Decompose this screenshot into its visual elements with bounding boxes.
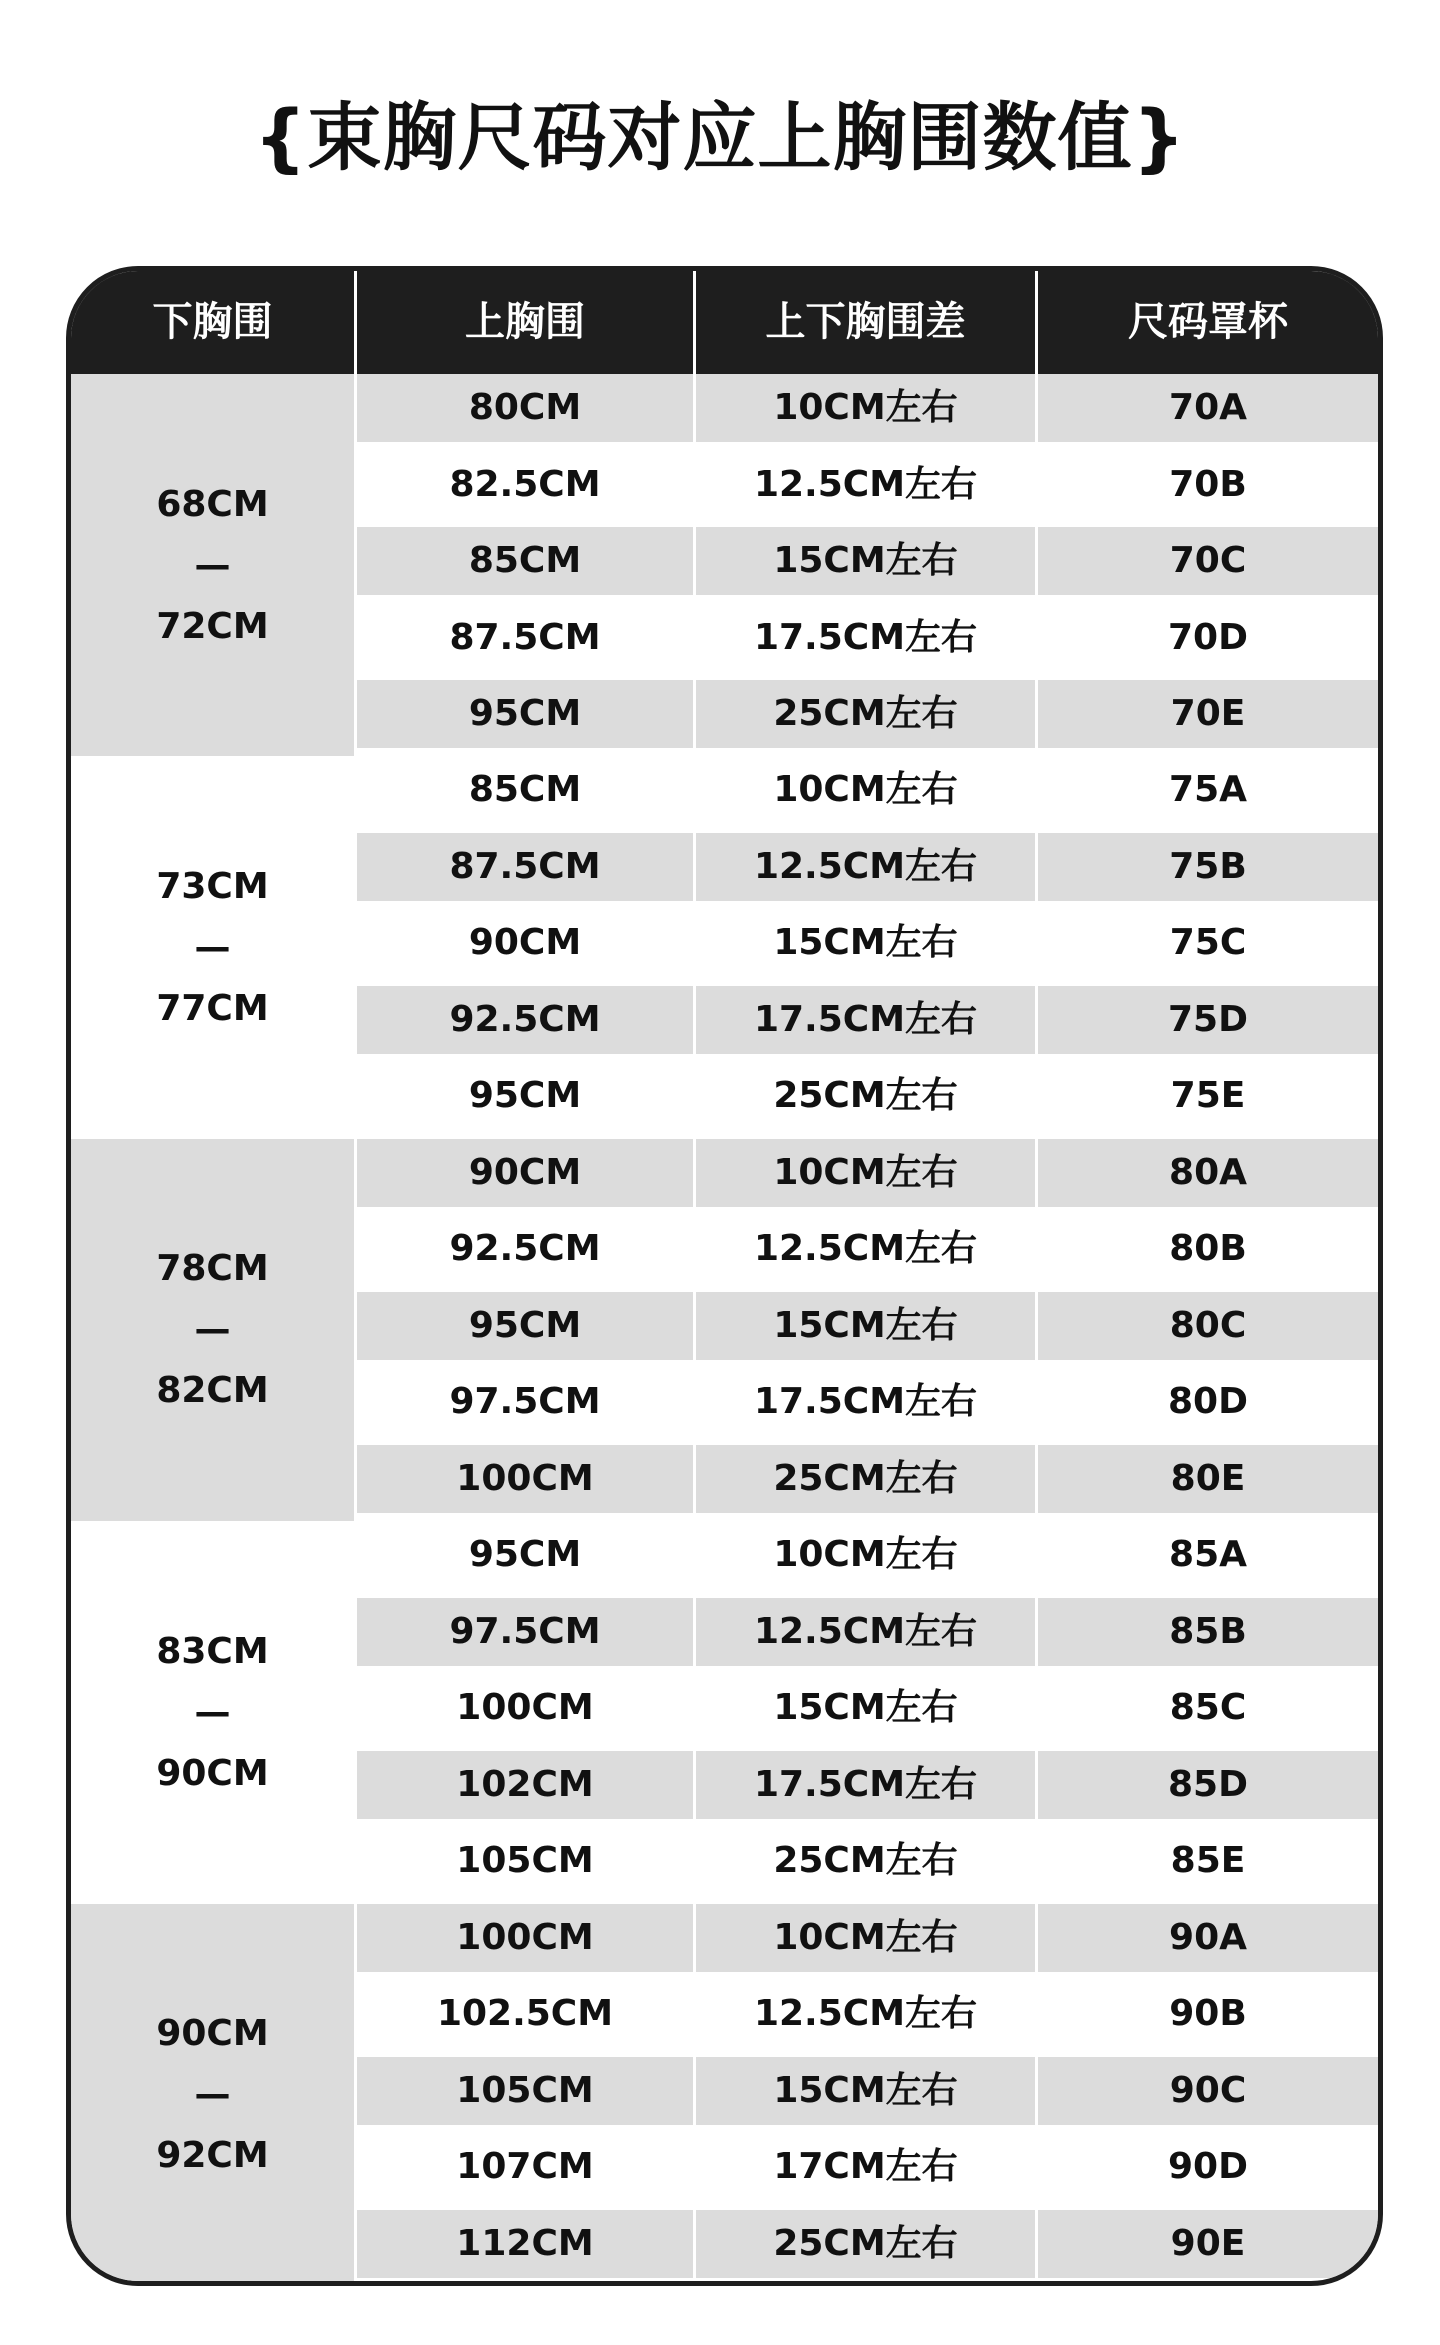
table-row bbox=[71, 756, 1378, 832]
size-group bbox=[71, 1521, 1378, 1903]
range-to: 82CM bbox=[156, 1370, 269, 1412]
difference-cell: 25CM左右 bbox=[696, 2210, 1035, 2278]
size-table bbox=[66, 266, 1383, 2286]
cup-size-cell: 90D bbox=[1168, 2146, 1248, 2188]
cup-size-cell: 70D bbox=[1168, 616, 1248, 658]
cup-size-cell: 70C bbox=[1038, 527, 1378, 595]
range-to: 77CM bbox=[156, 988, 269, 1030]
table-row bbox=[71, 1827, 1378, 1903]
cup-size-cell: 80D bbox=[1168, 1381, 1248, 1423]
difference-cell: 17CM左右 bbox=[773, 2146, 958, 2188]
table-row bbox=[71, 2133, 1378, 2209]
range-to: 72CM bbox=[156, 605, 269, 647]
cup-size-cell: 90A bbox=[1038, 1904, 1378, 1972]
table-row bbox=[71, 909, 1378, 985]
difference-cell: 15CM左右 bbox=[696, 527, 1035, 595]
cup-size-cell: 70B bbox=[1169, 463, 1247, 505]
upper-bust-cell: 100CM bbox=[357, 1904, 693, 1972]
difference-cell: 10CM左右 bbox=[696, 1904, 1035, 1972]
table-row bbox=[71, 374, 1378, 450]
table-row bbox=[71, 1598, 1378, 1674]
upper-bust-cell: 87.5CM bbox=[449, 616, 601, 658]
range-to: 92CM bbox=[156, 2135, 269, 2177]
table-header bbox=[71, 271, 1378, 374]
upper-bust-cell: 97.5CM bbox=[357, 1598, 693, 1666]
upper-bust-cell: 105CM bbox=[456, 1840, 594, 1882]
table-row bbox=[71, 1521, 1378, 1597]
upper-bust-cell: 90CM bbox=[468, 922, 582, 964]
difference-cell: 17.5CM左右 bbox=[753, 616, 978, 658]
table-row bbox=[71, 527, 1378, 603]
table-row bbox=[71, 2057, 1378, 2133]
table-row bbox=[71, 1674, 1378, 1750]
cup-size-cell: 70E bbox=[1038, 680, 1378, 748]
table-row bbox=[71, 680, 1378, 756]
range-dash: — bbox=[194, 1691, 231, 1733]
cup-size-cell: 80C bbox=[1038, 1292, 1378, 1360]
size-group bbox=[71, 756, 1378, 1138]
cup-size-cell: 75E bbox=[1170, 1075, 1246, 1117]
difference-cell: 10CM左右 bbox=[773, 1534, 958, 1576]
cup-size-cell: 80E bbox=[1038, 1445, 1378, 1513]
upper-bust-cell: 85CM bbox=[357, 527, 693, 595]
page-title: {束胸尺码对应上胸围数值} bbox=[253, 95, 1187, 181]
cup-size-cell: 85B bbox=[1038, 1598, 1378, 1666]
cup-size-cell: 75B bbox=[1038, 833, 1378, 901]
cup-size-cell: 85A bbox=[1169, 1534, 1247, 1576]
range-from: 73CM bbox=[156, 866, 269, 908]
difference-cell: 15CM左右 bbox=[696, 1292, 1035, 1360]
upper-bust-cell: 97.5CM bbox=[449, 1381, 601, 1423]
table-row bbox=[71, 1368, 1378, 1444]
upper-bust-cell: 87.5CM bbox=[357, 833, 693, 901]
upper-bust-cell: 100CM bbox=[456, 1687, 594, 1729]
cup-size-cell: 90B bbox=[1169, 1993, 1247, 2035]
upper-bust-cell: 95CM bbox=[357, 680, 693, 748]
table-body bbox=[71, 374, 1378, 2286]
upper-bust-cell: 102.5CM bbox=[436, 1993, 614, 2035]
table-row bbox=[71, 1445, 1378, 1521]
cup-size-cell: 85C bbox=[1169, 1687, 1247, 1729]
table-row bbox=[71, 2210, 1378, 2286]
header-underbust: 下胸围 bbox=[152, 299, 273, 345]
cup-size-cell: 80A bbox=[1038, 1139, 1378, 1207]
cup-size-cell: 85D bbox=[1038, 1751, 1378, 1819]
cup-size-cell: 75D bbox=[1038, 986, 1378, 1054]
header-cup-size: 尺码罩杯 bbox=[1128, 299, 1288, 345]
difference-cell: 17.5CM左右 bbox=[696, 986, 1035, 1054]
table-row bbox=[71, 451, 1378, 527]
table-row bbox=[71, 1904, 1378, 1980]
header-upper-bust: 上胸围 bbox=[465, 299, 585, 345]
difference-cell: 15CM左右 bbox=[773, 922, 958, 964]
table-row bbox=[71, 1751, 1378, 1827]
cup-size-cell: 90E bbox=[1038, 2210, 1378, 2278]
upper-bust-cell: 112CM bbox=[357, 2210, 693, 2278]
upper-bust-cell: 90CM bbox=[357, 1139, 693, 1207]
table-row bbox=[71, 1139, 1378, 1215]
cup-size-cell: 80B bbox=[1169, 1228, 1247, 1270]
difference-cell: 15CM左右 bbox=[773, 1687, 958, 1729]
upper-bust-cell: 105CM bbox=[357, 2057, 693, 2125]
difference-cell: 12.5CM左右 bbox=[753, 1228, 978, 1270]
difference-cell: 25CM左右 bbox=[773, 1075, 958, 1117]
upper-bust-cell: 82.5CM bbox=[449, 463, 601, 505]
difference-cell: 15CM左右 bbox=[696, 2057, 1035, 2125]
range-to: 90CM bbox=[156, 1752, 269, 1794]
upper-bust-cell: 100CM bbox=[357, 1445, 693, 1513]
difference-cell: 10CM左右 bbox=[773, 769, 958, 811]
difference-cell: 17.5CM左右 bbox=[753, 1381, 978, 1423]
size-group bbox=[71, 1139, 1378, 1521]
difference-cell: 10CM左右 bbox=[696, 1139, 1035, 1207]
cup-size-cell: 75A bbox=[1169, 769, 1247, 811]
upper-bust-cell: 95CM bbox=[468, 1534, 582, 1576]
cup-size-cell: 70A bbox=[1038, 374, 1378, 442]
table-row bbox=[71, 1980, 1378, 2056]
upper-bust-cell: 95CM bbox=[357, 1292, 693, 1360]
cup-size-cell: 85E bbox=[1170, 1840, 1246, 1882]
table-row bbox=[71, 1062, 1378, 1138]
difference-cell: 17.5CM左右 bbox=[696, 1751, 1035, 1819]
difference-cell: 12.5CM左右 bbox=[753, 463, 978, 505]
range-from: 90CM bbox=[156, 2013, 269, 2055]
cup-size-cell: 90C bbox=[1038, 2057, 1378, 2125]
difference-cell: 12.5CM左右 bbox=[696, 833, 1035, 901]
upper-bust-cell: 85CM bbox=[468, 769, 582, 811]
difference-cell: 12.5CM左右 bbox=[753, 1993, 978, 2035]
difference-cell: 25CM左右 bbox=[696, 1445, 1035, 1513]
cup-size-cell: 75C bbox=[1169, 922, 1247, 964]
size-group bbox=[71, 1904, 1378, 2286]
table-row bbox=[71, 986, 1378, 1062]
table-row bbox=[71, 1292, 1378, 1368]
range-dash: — bbox=[194, 1309, 231, 1351]
header-difference: 上下胸围差 bbox=[765, 299, 966, 345]
range-dash: — bbox=[194, 2074, 231, 2116]
upper-bust-cell: 95CM bbox=[468, 1075, 582, 1117]
range-dash: — bbox=[194, 544, 231, 586]
range-from: 78CM bbox=[156, 1248, 269, 1290]
size-group bbox=[71, 374, 1378, 756]
difference-cell: 12.5CM左右 bbox=[696, 1598, 1035, 1666]
upper-bust-cell: 92.5CM bbox=[357, 986, 693, 1054]
upper-bust-cell: 80CM bbox=[357, 374, 693, 442]
range-dash: — bbox=[194, 927, 231, 969]
table-row bbox=[71, 1215, 1378, 1291]
range-from: 68CM bbox=[156, 483, 269, 525]
difference-cell: 10CM左右 bbox=[696, 374, 1035, 442]
upper-bust-cell: 107CM bbox=[456, 2146, 594, 2188]
difference-cell: 25CM左右 bbox=[696, 680, 1035, 748]
upper-bust-cell: 102CM bbox=[357, 1751, 693, 1819]
difference-cell: 25CM左右 bbox=[773, 1840, 958, 1882]
table-row bbox=[71, 604, 1378, 680]
range-from: 83CM bbox=[156, 1630, 269, 1672]
upper-bust-cell: 92.5CM bbox=[449, 1228, 601, 1270]
table-row bbox=[71, 833, 1378, 909]
